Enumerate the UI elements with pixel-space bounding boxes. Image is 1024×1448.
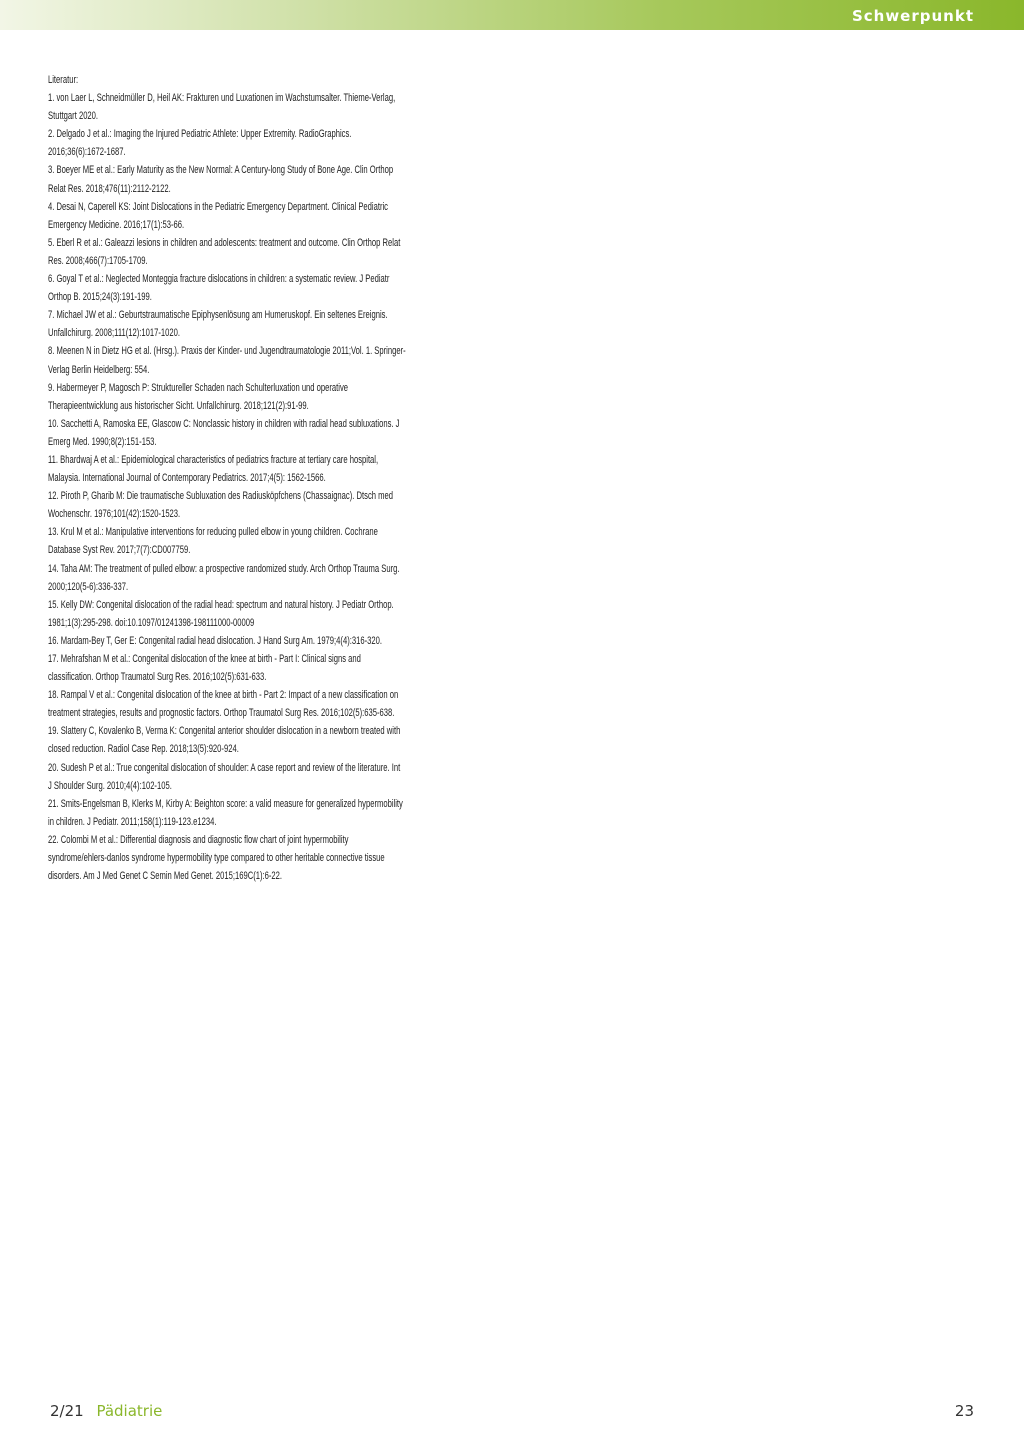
reference-item: 18. Rampal V et al.: Congenital dislocation of the knee at birth - Part 2: Impact of a new classification on treatment strategies, results and prognostic factors. Orthop Traumatol Surg Res. 2016;102(5):635-638.	[48, 689, 399, 720]
reference-item: 8. Meenen N in Dietz HG et al. (Hrsg.). Praxis der Kinder- und Jugendtraumatologie 2011;Vol. 1. Springer-Verlag Berlin Heidelberg: 554.	[48, 345, 406, 376]
reference-item: 13. Krul M et al.: Manipulative interventions for reducing pulled elbow in young children. Cochrane Database Syst Rev. 2017;7(7):CD007759.	[48, 526, 378, 557]
reference-item: 14. Taha AM: The treatment of pulled elbow: a prospective randomized study. Arch Orthop Trauma Surg. 2000;120(5-6):336-337.	[48, 562, 400, 593]
reference-item: 1. von Laer L, Schneidmüller D, Heil AK: Frakturen und Luxationen im Wachstumsalter. Thieme-Verlag, Stuttgart 2020.	[48, 92, 396, 123]
reference-item: 4. Desai N, Caperell KS: Joint Dislocations in the Pediatric Emergency Department. Clinical Pediatric Emergency Medicine. 2016;17(1):53-66.	[48, 200, 388, 231]
reference-item: 20. Sudesh P et al.: True congenital dislocation of shoulder: A case report and review of the literature. Int J Shoulder Surg. 2010;4(4):102-105.	[48, 761, 401, 792]
reference-item: 15. Kelly DW: Congenital dislocation of the radial head: spectrum and natural history. J Pediatr Orthop. 1981;1(3):295-298. doi:10.1097/01241398-198111000-00009	[48, 598, 394, 629]
reference-item: 19. Slattery C, Kovalenko B, Verma K: Congenital anterior shoulder dislocation in a newborn treated with closed reduction. Radiol Case Rep. 2018;13(5):920-924.	[48, 725, 401, 756]
section-title: Schwerpunkt	[851, 7, 974, 25]
reference-item: 12. Piroth P, Gharib M: Die traumatische Subluxation des Radiusköpfchens (Chassaignac). Dtsch med Wochenschr. 1976;101(42):1520-1523.	[48, 490, 393, 521]
reference-item: 5. Eberl R et al.: Galeazzi lesions in children and adolescents: treatment and outcome. Clin Orthop Relat Res. 2008;466(7):1705-1709.	[48, 236, 401, 267]
footer-issue-info	[50, 1402, 162, 1420]
references-container	[48, 89, 406, 885]
header-bar	[0, 0, 1024, 30]
reference-item: 17. Mehrafshan M et al.: Congenital dislocation of the knee at birth - Part I: Clinical signs and classification. Orthop Traumatol Surg Res. 2016;102(5):631-633.	[48, 653, 361, 684]
reference-item: 7. Michael JW et al.: Geburtstraumatische Epiphysenlösung am Humeruskopf. Ein seltenes Ereignis. Unfallchirurg. 2008;111(12):1017-1020.	[48, 309, 388, 340]
reference-item: 3. Boeyer ME et al.: Early Maturity as the New Normal: A Century-long Study of Bone Age. Clin Orthop Relat Res. 2018;476(11):2112-2122.	[48, 164, 394, 195]
reference-item: 2. Delgado J et al.: Imaging the Injured Pediatric Athlete: Upper Extremity. RadioGraphics. 2016;36(6):1672-1687.	[48, 128, 352, 159]
issue-number: 2/21	[50, 1402, 84, 1420]
reference-list	[48, 71, 406, 885]
reference-item: 11. Bhardwaj A et al.: Epidemiological characteristics of pediatrics fracture at tertiary care hospital, Malaysia. International Journal of Contemporary Pediatrics. 2017;4(5): 1562-1566.	[48, 453, 379, 485]
reference-item: 10. Sacchetti A, Ramoska EE, Glascow C: Nonclassic history in children with radial head subluxations. J Emerg Med. 1990;8(2):151-153.	[48, 417, 400, 448]
reference-item: 22. Colombi M et al.: Differential diagnosis and diagnostic flow chart of joint hypermobility syndrome/ehlers-danlos syndrome hypermobility type compared to other heritable connective tissue disorders. Am J Med Genet C Semin Med Genet. 2015;169C(1):6-22.	[48, 833, 385, 883]
reference-item: 9. Habermeyer P, Magosch P: Struktureller Schaden nach Schulterluxation und operative Therapieentwicklung aus historischer Sicht. Unfallchirurg. 2018;121(2):91-99.	[48, 381, 349, 412]
reference-item: 6. Goyal T et al.: Neglected Monteggia fracture dislocations in children: a systematic review. J Pediatr Orthop B. 2015;24(3):191-199.	[48, 273, 390, 304]
literature-heading: Literatur:	[48, 74, 79, 86]
reference-item: 21. Smits-Engelsman B, Klerks M, Kirby A: Beighton score: a valid measure for generalized hypermobility in children. J Pediatr. 2011;158(1):119-123.e1234.	[48, 797, 403, 828]
page-number: 23	[954, 1402, 974, 1420]
reference-item: 16. Mardam-Bey T, Ger E: Congenital radial head dislocation. J Hand Surg Am. 1979;4(4):316-320.	[48, 634, 382, 647]
journal-name: Pädiatrie	[96, 1402, 163, 1420]
